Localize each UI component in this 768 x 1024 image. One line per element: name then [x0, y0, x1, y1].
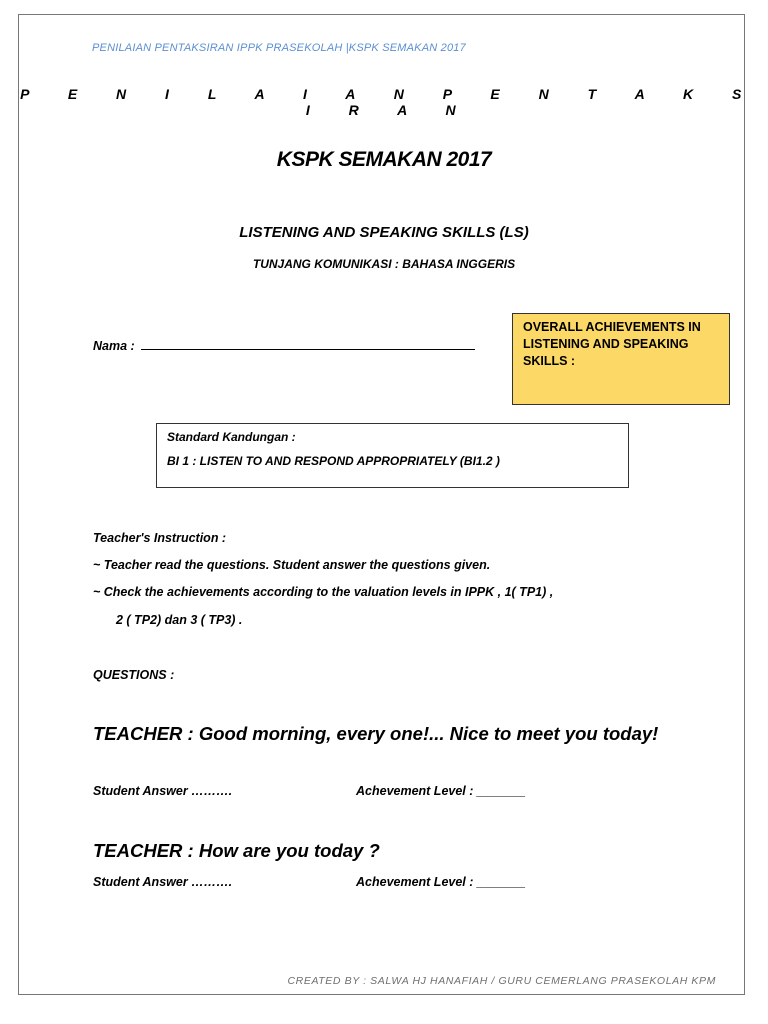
- overall-achievements-text: OVERALL ACHIEVEMENTS IN LISTENING AND SPEAKING SKILLS :: [523, 320, 701, 368]
- name-blank-line[interactable]: [141, 339, 475, 350]
- header-note: PENILAIAN PENTAKSIRAN IPPK PRASEKOLAH |KSPK SEMAKAN 2017: [92, 42, 466, 54]
- instruction-line-2: ~ Check the achievements according to the valuation levels in IPPK , 1( TP1) ,: [93, 585, 554, 599]
- overall-achievements-box: [512, 313, 730, 405]
- instruction-heading: Teacher's Instruction :: [93, 531, 227, 545]
- subject-subheading: TUNJANG KOMUNIKASI : BAHASA INGGERIS: [252, 257, 516, 271]
- question-1-student-answer: Student Answer ……….: [93, 784, 233, 798]
- instruction-line-1: ~ Teacher read the questions. Student answer the questions given.: [93, 558, 491, 572]
- document-title: P E N I L A I A N P E N T A K S I R A N: [20, 86, 748, 118]
- standard-text: BI 1 : LISTEN TO AND RESPOND APPROPRIATELY (BI1.2 ): [167, 454, 500, 468]
- question-1: TEACHER : Good morning, every one!... Nice to meet you today!: [93, 723, 659, 744]
- instruction-line-3: 2 ( TP2) dan 3 ( TP3) .: [116, 613, 243, 627]
- question-2: TEACHER : How are you today ?: [93, 840, 380, 861]
- question-2-achievement-level: Achevement Level : _______: [356, 875, 526, 889]
- standard-heading: Standard Kandungan :: [167, 430, 296, 444]
- name-label: Nama :: [93, 339, 135, 353]
- footer-credit: CREATED BY : SALWA HJ HANAFIAH / GURU CEMERLANG PRASEKOLAH KPM: [287, 975, 716, 987]
- subject-heading: LISTENING AND SPEAKING SKILLS (LS): [239, 224, 529, 241]
- question-2-student-answer: Student Answer ……….: [93, 875, 233, 889]
- questions-label: QUESTIONS :: [93, 668, 175, 682]
- question-1-achievement-level: Achevement Level : _______: [356, 784, 526, 798]
- document-subtitle: KSPK SEMAKAN 2017: [276, 148, 492, 171]
- name-field[interactable]: [93, 339, 475, 353]
- standard-kandungan-box: [156, 423, 629, 488]
